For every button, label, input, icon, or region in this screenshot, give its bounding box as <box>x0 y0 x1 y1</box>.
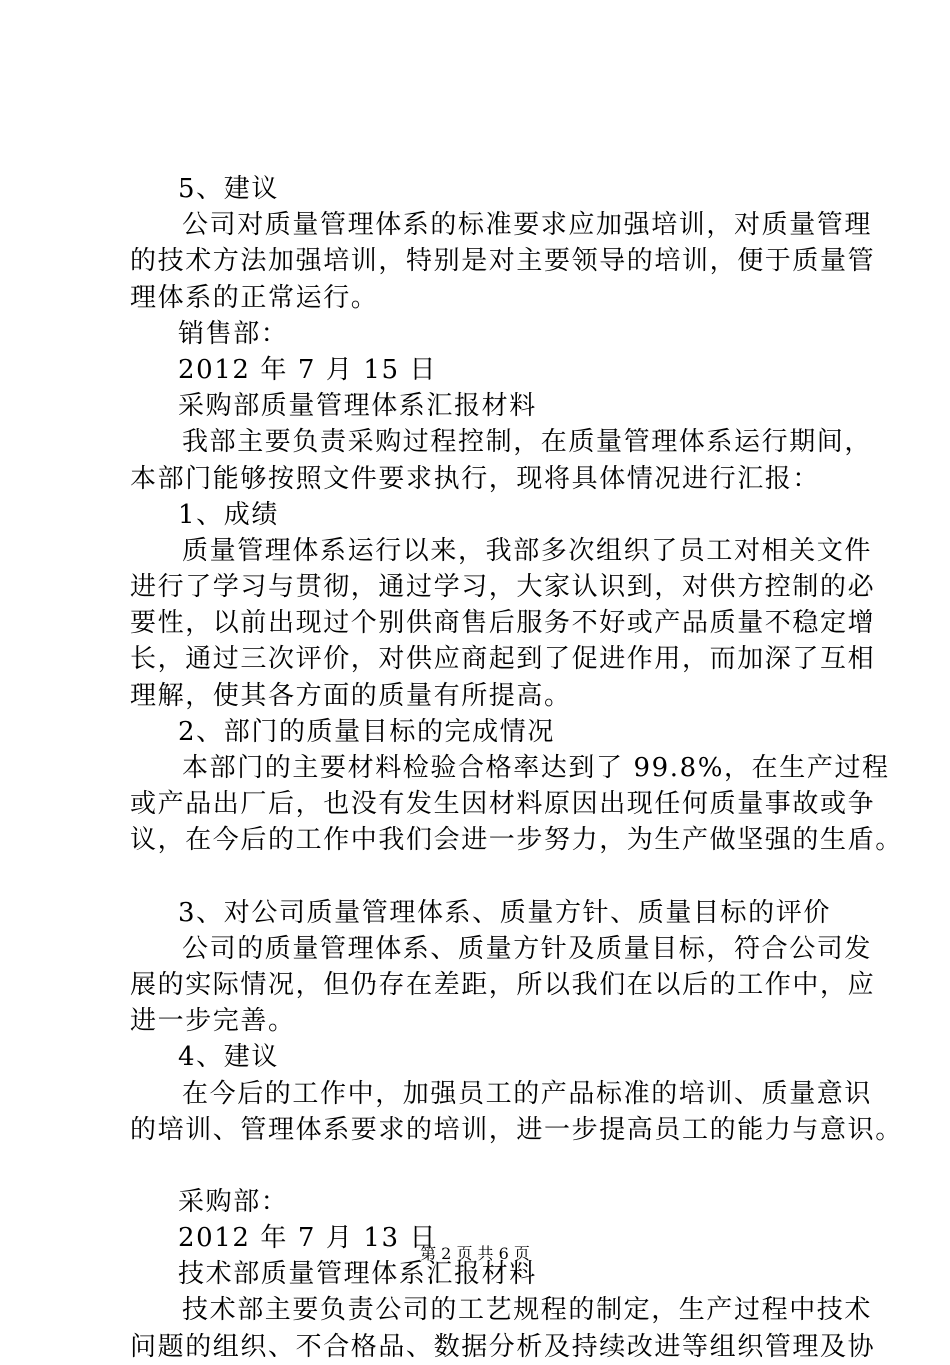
text-line: 5、建议 <box>178 174 279 204</box>
text-line: 2、部门的质量目标的完成情况 <box>178 716 555 747</box>
text-line: 4、建议 <box>178 1042 279 1073</box>
text-line: 在今后的工作中，加强员工的产品标准的培训、质量意识 <box>182 1078 873 1109</box>
text-line: 2012 年 7 月 13 日 <box>178 1223 438 1254</box>
text-line: 问题的组织、不合格品、数据分析及持续改进等组织管理及协 <box>130 1331 876 1362</box>
text-line: 采购部： <box>178 1186 289 1217</box>
text-line: 要性，以前出现过个别供商售后服务不好或产品质量不稳定增 <box>130 608 876 639</box>
text-line: 技术部质量管理体系汇报材料 <box>178 1259 537 1290</box>
text-line: 质量管理体系运行以来，我部多次组织了员工对相关文件 <box>182 535 873 566</box>
text-line: 或产品出厂后，也没有发生因材料原因出现任何质量事故或争 <box>130 789 876 820</box>
text-line: 本部门能够按照文件要求执行，现将具体情况进行汇报： <box>130 463 821 494</box>
text-line: 我部主要负责采购过程控制，在质量管理体系运行期间， <box>182 427 873 458</box>
text-line: 本部门的主要材料检验合格率达到了 99.8%，在生产过程 <box>182 753 890 783</box>
text-line: 销售部： <box>178 318 289 349</box>
text-line: 采购部质量管理体系汇报材料 <box>178 391 537 422</box>
text-line: 2012 年 7 月 15 日 <box>178 354 438 385</box>
text-line: 理体系的正常运行。 <box>130 282 379 313</box>
text-line: 公司的质量管理体系、质量方针及质量目标，符合公司发 <box>182 933 873 964</box>
text-line: 进一步完善。 <box>130 1006 296 1037</box>
text-line: 公司对质量管理体系的标准要求应加强培训，对质量管理 <box>182 210 873 241</box>
text-line: 的技术方法加强培训，特别是对主要领导的培训，便于质量管 <box>130 246 876 277</box>
page-footer: 第 2 页 共 6 页 <box>420 1244 530 1263</box>
document-body <box>130 171 903 1365</box>
text-line: 3、对公司质量管理体系、质量方针、质量目标的评价 <box>178 897 831 928</box>
text-line: 的培训、管理体系要求的培训，进一步提高员工的能力与意识。 <box>130 1114 903 1145</box>
text-line: 长，通过三次评价，对供应商起到了促进作用，而加深了互相 <box>130 644 876 675</box>
paragraph-gap <box>130 859 830 895</box>
text-line: 技术部主要负责公司的工艺规程的制定，生产过程中技术 <box>182 1295 873 1326</box>
text-line: 议，在今后的工作中我们会进一步努力，为生产做坚强的生盾。 <box>130 825 903 856</box>
text-line: 理解，使其各方面的质量有所提高。 <box>130 680 572 711</box>
text-line: 进行了学习与贯彻，通过学习，大家认识到，对供方控制的必 <box>130 572 876 603</box>
text-line: 展的实际情况，但仍存在差距，所以我们在以后的工作中，应 <box>130 969 876 1000</box>
paragraph-gap <box>130 1148 830 1184</box>
text-line: 1、成绩 <box>178 499 279 530</box>
